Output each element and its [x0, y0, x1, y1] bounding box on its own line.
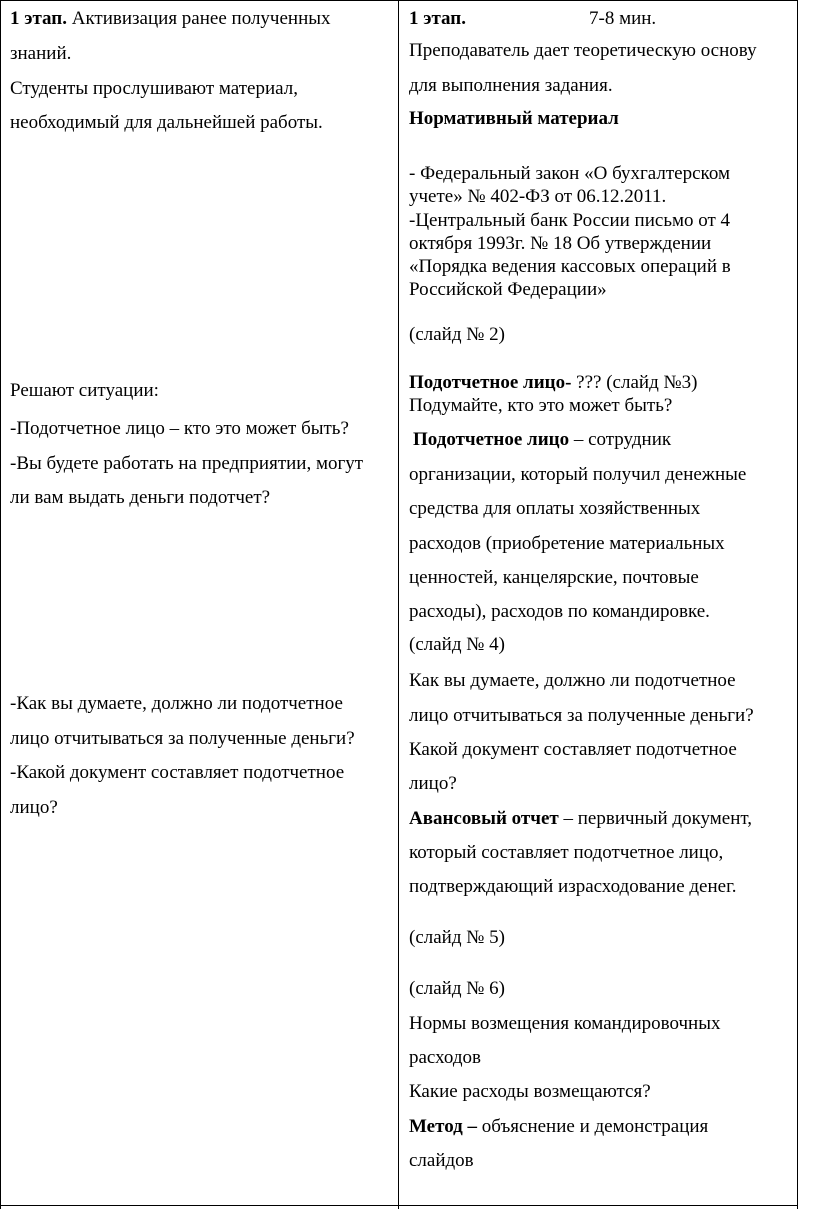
- right-line: для выполнения задания.: [409, 75, 613, 96]
- definition-line: средства для оплаты хозяйственных: [409, 498, 701, 519]
- norms-line: Нормы возмещения командировочных: [409, 1013, 721, 1034]
- accountable-bold: Подотчетное лицо-: [409, 372, 572, 393]
- slide-ref: (слайд № 4): [409, 634, 505, 655]
- left-line: знаний.: [10, 43, 72, 64]
- definition-heading: [413, 429, 671, 451]
- normative-title: Нормативный материал: [409, 108, 619, 129]
- left-question: -Подотчетное лицо – кто это может быть?: [10, 418, 349, 439]
- left-question: лицо?: [10, 797, 58, 818]
- definition-line: ценностей, канцелярские, почтовые: [409, 567, 699, 588]
- law-line: Российской Федерации»: [409, 279, 607, 300]
- table-column-divider: [398, 0, 399, 1209]
- definition-line: расходы), расходов по командировке.: [409, 601, 710, 622]
- slide-ref: (слайд № 2): [409, 324, 505, 345]
- definition-line: расходов (приобретение материальных: [409, 533, 725, 554]
- situations-title: Решают ситуации:: [10, 380, 159, 401]
- right-question: лицо?: [409, 773, 457, 794]
- law-line: - Федеральный закон «О бухгалтерском: [409, 163, 730, 184]
- definition-line: организации, который получил денежные: [409, 464, 747, 485]
- law-line: учете» № 402-ФЗ от 06.12.2011.: [409, 186, 667, 207]
- right-stage-label: 1 этап.: [409, 8, 466, 29]
- left-stage-label: 1 этап.: [10, 8, 67, 29]
- table-border-top: [0, 0, 798, 1]
- stage-duration: 7-8 мин.: [589, 8, 657, 29]
- method-line: слайдов: [409, 1150, 474, 1171]
- definition-bold: Подотчетное лицо: [413, 429, 570, 450]
- left-stage-text: Активизация ранее полученных: [66, 8, 331, 29]
- left-question: -Вы будете работать на предприятии, могут: [10, 453, 364, 474]
- left-question: -Как вы думаете, должно ли подотчетное: [10, 693, 343, 714]
- right-question: Какой документ составляет подотчетное: [409, 739, 737, 760]
- right-line: Какие расходы возмещаются?: [409, 1081, 651, 1102]
- report-line: подтверждающий израсходование денег.: [409, 876, 737, 897]
- right-question: лицо отчитываться за полученные деньги?: [409, 705, 754, 726]
- slide-ref: (слайд № 6): [409, 978, 505, 999]
- law-line: «Порядка ведения кассовых операций в: [409, 256, 731, 277]
- left-question: -Какой документ составляет подотчетное: [10, 762, 345, 783]
- table-border-bottom: [0, 1205, 798, 1206]
- law-line: октября 1993г. № 18 Об утверждении: [409, 233, 712, 254]
- advance-report-heading: [409, 808, 752, 830]
- left-line: необходимый для дальнейшей работы.: [10, 112, 323, 133]
- table-border-right: [797, 0, 798, 1209]
- advance-report-rest: – первичный документ,: [558, 808, 753, 829]
- method-bold: Метод –: [409, 1116, 478, 1137]
- accountable-heading: [409, 372, 697, 394]
- left-question: ли вам выдать деньги подотчет?: [10, 487, 271, 508]
- right-question: Как вы думаете, должно ли подотчетное: [409, 670, 736, 691]
- left-stage-heading: [10, 8, 331, 30]
- left-line: Студенты прослушивают материал,: [10, 78, 298, 99]
- right-line: Подумайте, кто это может быть?: [409, 395, 673, 416]
- norms-line: расходов: [409, 1047, 481, 1068]
- slide-ref: (слайд № 5): [409, 927, 505, 948]
- left-question: лицо отчитываться за полученные деньги?: [10, 728, 355, 749]
- law-line: -Центральный банк России письмо от 4: [409, 210, 731, 231]
- accountable-rest: ??? (слайд №3): [571, 372, 698, 393]
- right-line: Преподаватель дает теоретическую основу: [409, 40, 757, 61]
- advance-report-bold: Авансовый отчет: [409, 808, 559, 829]
- definition-rest: – сотрудник: [569, 429, 672, 450]
- report-line: который составляет подотчетное лицо,: [409, 842, 724, 863]
- method-heading: [409, 1116, 708, 1138]
- table-border-left: [0, 0, 1, 1209]
- method-rest: объяснение и демонстрация: [477, 1116, 709, 1137]
